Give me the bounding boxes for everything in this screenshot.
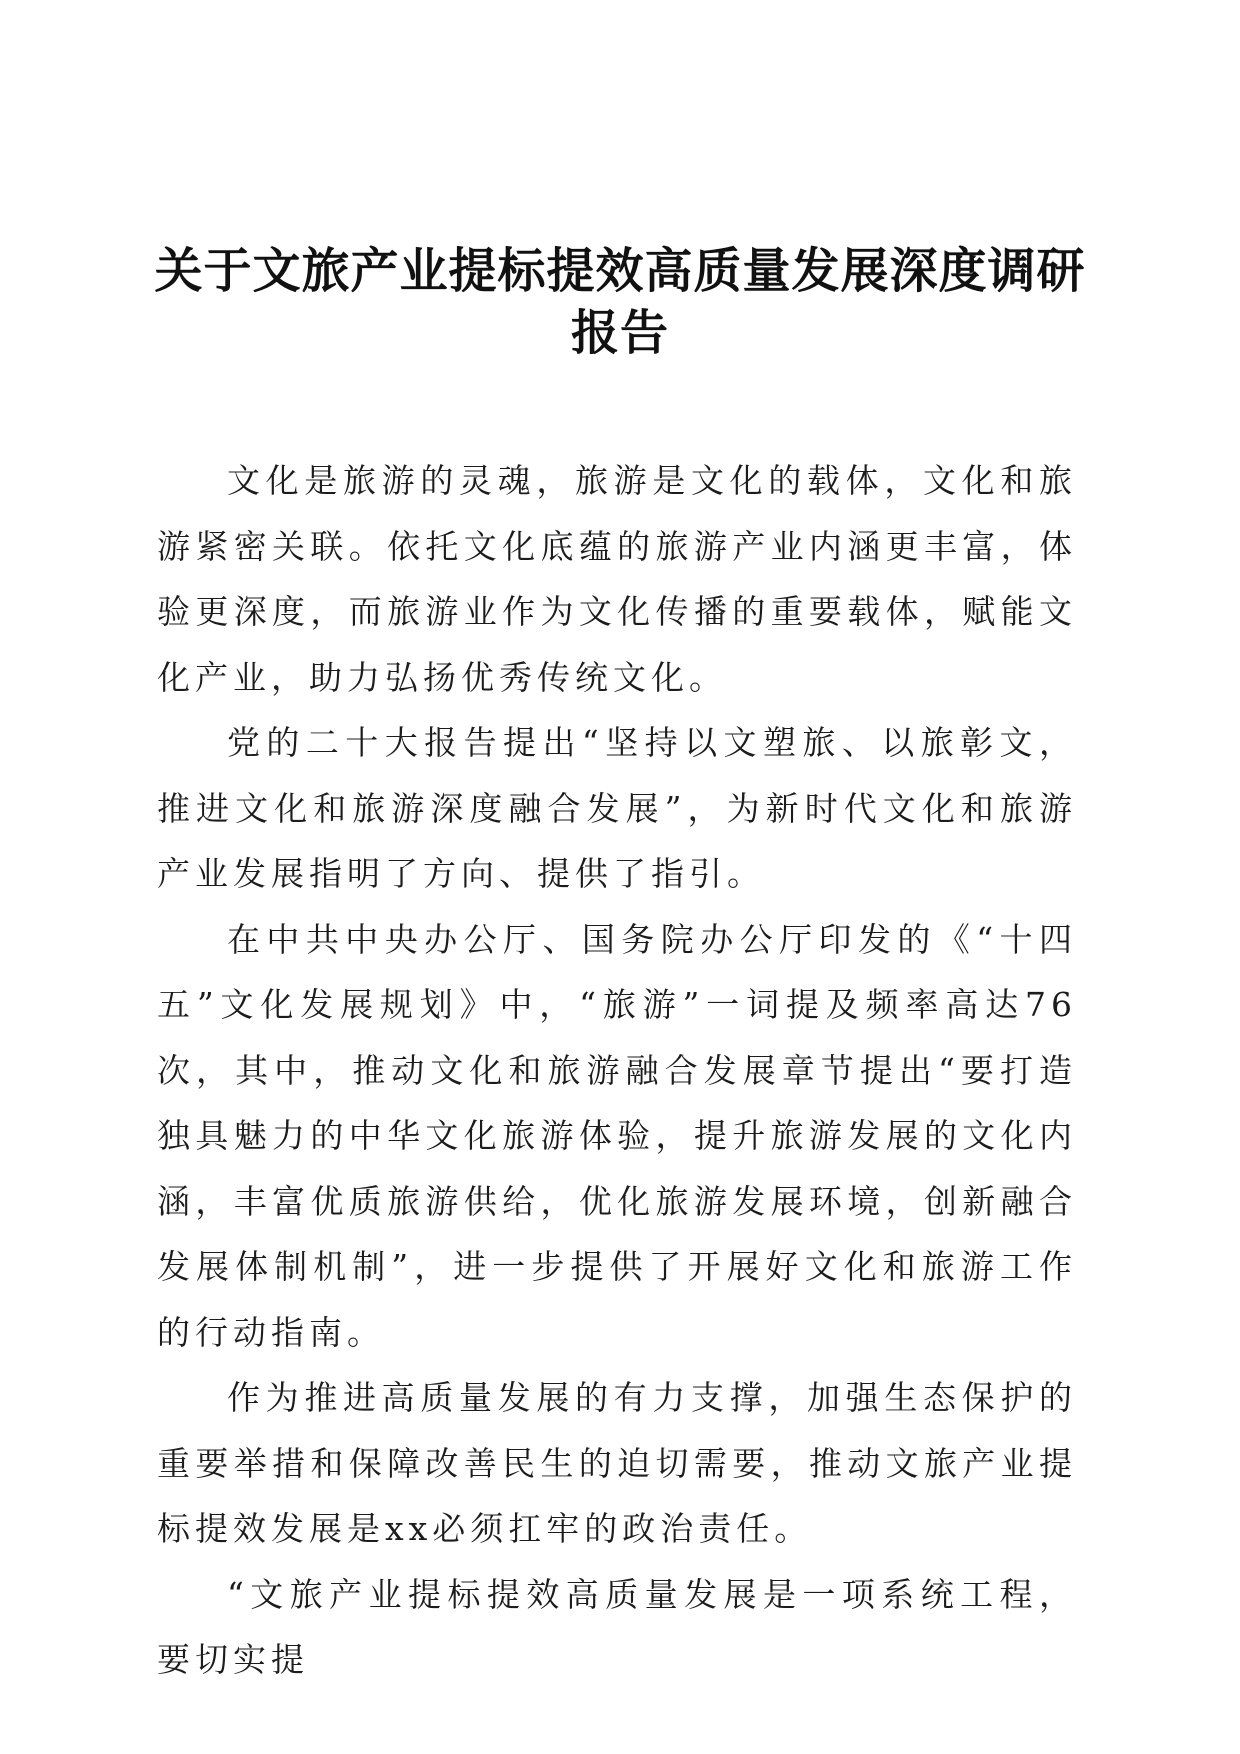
document-body <box>157 448 1077 1693</box>
paragraph-1: 文化是旅游的灵魂，旅游是文化的载体，文化和旅游紧密关联。依托文化底蕴的旅游产业内涵更丰富，体验更深度，而旅游业作为文化传播的重要载体，赋能文化产业，助力弘扬优秀传统文化。 <box>157 461 1077 697</box>
paragraph-2: 党的二十大报告提出“坚持以文塑旅、以旅彰文，推进文化和旅游深度融合发展”，为新时代文化和旅游产业发展指明了方向、提供了指引。 <box>157 723 1077 893</box>
paragraph-3: 在中共中央办公厅、国务院办公厅印发的《“十四五”文化发展规划》中，“旅游”一词提及频率高达76次，其中，推动文化和旅游融合发展章节提出“要打造独具魅力的中华文化旅游体验，提升旅游发展的文化内涵，丰富优质旅游供给，优化旅游发展环境，创新融合发展体制机制”，进一步提供了开展好文化和旅游工作的行动指南。 <box>157 919 1077 1352</box>
paragraph-4: 作为推进高质量发展的有力支撑，加强生态保护的重要举措和保障改善民生的迫切需要，推动文旅产业提标提效发展是xx必须扛牢的政治责任。 <box>157 1378 1077 1548</box>
paragraph-5: “文旅产业提标提效高质量发展是一项系统工程，要切实提 <box>157 1574 1077 1679</box>
document-title: 关于文旅产业提标提效高质量发展深度调研报告 <box>154 243 1086 361</box>
